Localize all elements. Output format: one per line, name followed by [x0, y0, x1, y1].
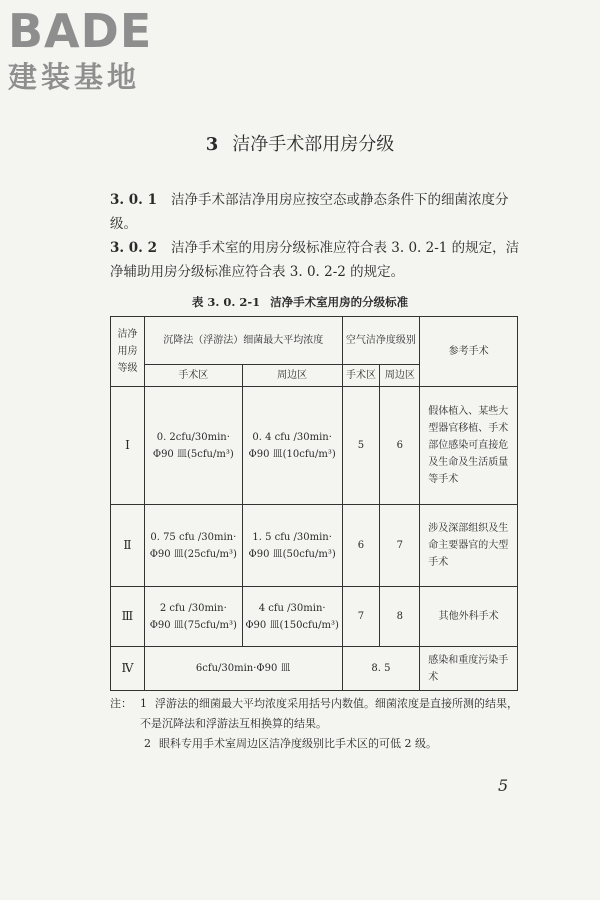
clean-surgery-cell: 5 [342, 387, 380, 505]
clean-surrounding-cell: 6 [380, 387, 420, 505]
table-row [111, 587, 518, 647]
clause-text: 洁净手术部洁净用房应按空态或静态条件下的细菌浓度分级。 [110, 192, 509, 232]
reference-cell: 感染和重度污染手术 [420, 647, 518, 691]
merged-cleanliness-cell: 8. 5 [342, 647, 420, 691]
clause-text: 洁净手术室的用房分级标准应符合表 3. 0. 2-1 的规定，洁净辅助用房分级标准应符合表 3. 0. 2-2 的规定。 [110, 240, 520, 280]
clean-surrounding-cell: 7 [380, 505, 420, 587]
value-line: Φ90 皿(5cfu/m³) [152, 448, 234, 460]
surgery-zone-cell [144, 587, 242, 647]
table-row [111, 647, 518, 691]
table-header-row [111, 317, 518, 365]
note-item [110, 734, 522, 754]
clause-3-0-2 [110, 236, 522, 284]
header-clean-surrounding-zone: 周边区 [380, 365, 420, 387]
header-grade: 洁净用房等级 [111, 317, 145, 387]
header-clean-surgery-zone: 手术区 [342, 365, 380, 387]
surrounding-zone-cell [242, 387, 342, 505]
value-line: Φ90 皿(50cfu/m³) [248, 548, 336, 560]
chapter-heading [0, 130, 600, 156]
brand-logo [8, 4, 178, 94]
value-line: 1. 5 cfu /30min· [252, 531, 332, 543]
table-caption-number: 表 3. 0. 2-1 [191, 295, 261, 309]
table-row [111, 387, 518, 505]
grading-table [110, 316, 518, 691]
header-surgery-zone: 手术区 [144, 365, 242, 387]
value-line: Φ90 皿(150cfu/m³) [245, 619, 339, 631]
chapter-number: 3 [205, 134, 219, 155]
note-text: 眼科专用手术室周边区洁净度级别比手术区的可低 2 级。 [159, 737, 437, 750]
notes-label: 注： [110, 697, 132, 710]
clause-3-0-1 [110, 188, 522, 236]
clean-surgery-cell: 7 [342, 587, 380, 647]
grade-cell: Ⅲ [111, 587, 145, 647]
value-line: Φ90 皿(25cfu/m³) [149, 548, 237, 560]
value-line: 4 cfu /30min· [258, 602, 326, 614]
table-notes [110, 694, 522, 754]
merged-bacteria-cell: 6cfu/30min·Φ90 皿 [144, 647, 342, 691]
table-caption-title: 洁净手术室用房的分级标准 [270, 295, 409, 309]
grade-cell: Ⅳ [111, 647, 145, 691]
logo-subtitle: 建装基地 [8, 60, 141, 94]
surgery-zone-cell [144, 505, 242, 587]
note-item [110, 694, 522, 734]
value-line: 0. 75 cfu /30min· [150, 531, 237, 543]
logo-brand-text: BADE [8, 4, 153, 58]
value-line: 0. 2cfu/30min· [156, 431, 230, 443]
surgery-zone-cell [144, 387, 242, 505]
grade-cell: Ⅰ [111, 387, 145, 505]
note-number: 2 [144, 737, 151, 750]
grade-cell: Ⅱ [111, 505, 145, 587]
reference-cell: 其他外科手术 [420, 587, 518, 647]
value-line: 2 cfu /30min· [159, 602, 227, 614]
surrounding-zone-cell [242, 505, 342, 587]
header-surrounding-zone: 周边区 [242, 365, 342, 387]
note-text: 浮游法的细菌最大平均浓度采用括号内数值。细菌浓度是直接所测的结果，不是沉降法和浮游法互相换算的结果。 [140, 697, 518, 730]
header-reference: 参考手术 [420, 317, 518, 387]
value-line: Φ90 皿(10cfu/m³) [248, 448, 336, 460]
header-cleanliness: 空气洁净度级别 [342, 317, 420, 365]
reference-cell: 涉及深部组织及生命主要器官的大型手术 [420, 505, 518, 587]
clean-surrounding-cell: 8 [380, 587, 420, 647]
value-line: 0. 4 cfu /30min· [252, 431, 332, 443]
note-number: 1 [140, 697, 147, 710]
clause-number: 3. 0. 2 [110, 240, 157, 256]
clause-number: 3. 0. 1 [110, 192, 157, 208]
table-row [111, 505, 518, 587]
reference-cell: 假体植入、某些大型器官移植、手术部位感染可直接危及生命及生活质量等手术 [420, 387, 518, 505]
chapter-title: 洁净手术部用房分级 [232, 134, 395, 155]
header-bacteria: 沉降法（浮游法）细菌最大平均浓度 [144, 317, 342, 365]
surrounding-zone-cell [242, 587, 342, 647]
value-line: Φ90 皿(75cfu/m³) [149, 619, 237, 631]
page-number: 5 [498, 776, 509, 795]
table-caption [0, 294, 600, 310]
clean-surgery-cell: 6 [342, 505, 380, 587]
